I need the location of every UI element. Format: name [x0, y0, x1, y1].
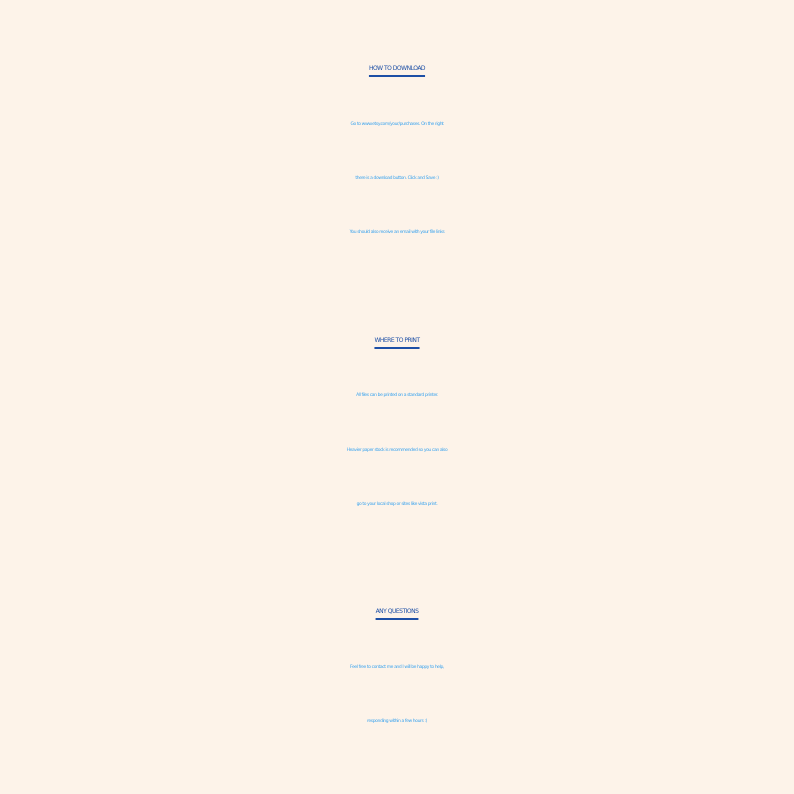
- section-line: Heavier paper stock is recommended so you can also: [346, 448, 448, 453]
- section-line: responding within a few hours :): [367, 719, 427, 724]
- section-line: All files can be printed on a standard printer.: [356, 393, 438, 398]
- section-line: Feel free to contact me and I will be happy to help,: [350, 665, 444, 670]
- section-line: Go to www.etsy.com/your/purchases. On the right: [350, 122, 444, 127]
- section-heading: ANY QUESTIONS: [375, 608, 419, 615]
- section-heading: HOW TO DOWNLOAD: [368, 65, 426, 72]
- section-line: go to your local shop or sites like vista print.: [356, 502, 438, 507]
- section-line: there is a download button. Click and Save :): [355, 176, 439, 181]
- section-line: You should also receive an email with your file links: [349, 230, 445, 235]
- section-heading: WHERE TO PRINT: [374, 337, 420, 344]
